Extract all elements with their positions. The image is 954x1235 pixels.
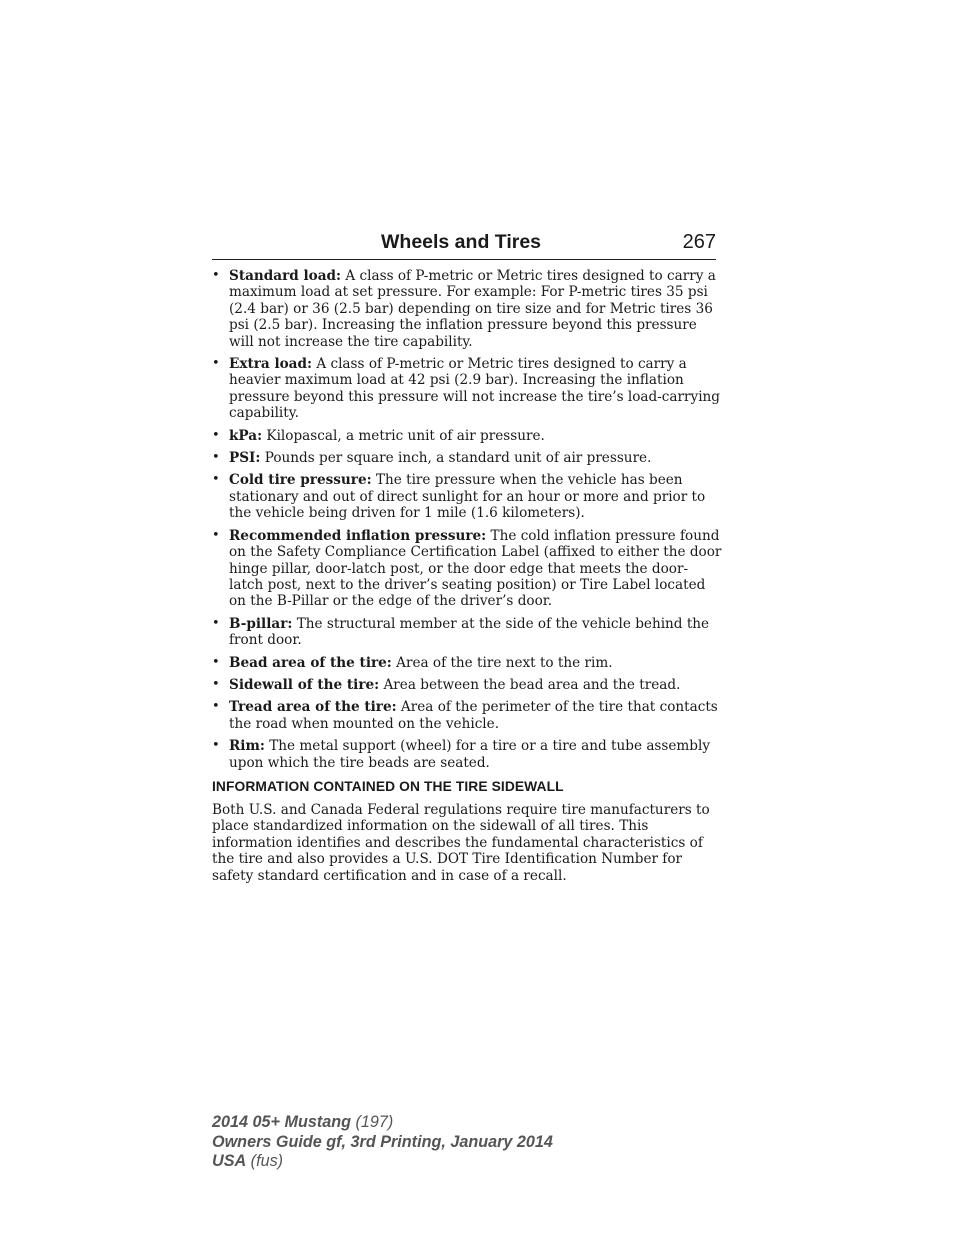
definition-text: A class of P-metric or Metric tires designed to carry a heavier maximum load at 42 psi (2.9 bar). Increasing the inflation pressure beyond this pressure will not increase the tire’s load-carrying capability.	[229, 356, 720, 422]
definition-term: Standard load:	[229, 268, 342, 284]
footer-line-market	[212, 1152, 553, 1172]
definition-term: Recommended inflation pressure:	[229, 527, 487, 544]
definition-text: Kilopascal, a metric unit of air pressure.	[262, 427, 545, 444]
definition-item	[212, 738, 722, 771]
definition-item	[212, 268, 722, 350]
definition-item	[212, 677, 722, 693]
definition-text: Area of the tire next to the rim.	[391, 654, 613, 671]
definition-item	[212, 699, 722, 732]
definition-term: Sidewall of the tire:	[229, 676, 380, 693]
bullet-marker: •	[212, 472, 220, 488]
definition-text: A class of P-metric or Metric tires designed to carry a maximum load at set pressure. For example: For P-metric tires 35 psi (2.4 bar) or 36 (2.5 bar) depending on tire size and for Metric tires 36 psi (2.5 bar). Increasing the inflation pressure beyond this pressure will not increase the tire capability.	[229, 268, 716, 350]
definition-term: kPa:	[229, 427, 263, 444]
definition-term: B-pillar:	[229, 615, 293, 632]
bullet-marker: •	[212, 699, 220, 715]
definition-term: PSI:	[229, 450, 261, 467]
definition-term: Cold tire pressure:	[229, 472, 372, 489]
bullet-marker: •	[212, 427, 220, 443]
definition-text: The tire pressure when the vehicle has been stationary and out of direct sunlight for an hour or more and prior to the vehicle being driven for 1 mile (1.6 kilometers).	[229, 472, 706, 522]
bullet-marker: •	[212, 654, 220, 670]
definition-term: Extra load:	[229, 356, 313, 373]
definition-item	[212, 472, 722, 521]
bullet-marker: •	[212, 738, 220, 754]
bullet-marker: •	[212, 615, 220, 631]
page-content	[212, 268, 722, 884]
definition-item	[212, 428, 722, 444]
bullet-marker: •	[212, 676, 220, 692]
definition-text: The structural member at the side of the vehicle behind the front door.	[229, 615, 710, 649]
bullet-marker: •	[212, 450, 220, 466]
section-title: Wheels and Tires	[381, 231, 542, 253]
footer-line-model	[212, 1113, 553, 1133]
definitions-list	[212, 268, 722, 771]
definition-text: Area between the bead area and the tread.	[379, 676, 681, 693]
definition-text: The metal support (wheel) for a tire or a tire and tube assembly upon which the tire beads are seated.	[229, 738, 711, 771]
definition-term: Rim:	[229, 738, 265, 755]
section-paragraph: Both U.S. and Canada Federal regulations require tire manufacturers to place standardized information on the sidewall of all tires. This information identifies and describes the fundamental characteristics of the tire and also provides a U.S. DOT Tire Identification Number for safety standard certification and in case of a recall.	[212, 801, 710, 884]
footer-model-code: (197)	[351, 1113, 394, 1131]
footer-market-code: (fus)	[246, 1152, 284, 1170]
page-footer	[212, 1113, 553, 1172]
definition-text: Area of the perimeter of the tire that contacts the road when mounted on the vehicle.	[229, 699, 718, 732]
definition-item	[212, 655, 722, 671]
definition-text: Pounds per square inch, a standard unit of air pressure.	[260, 450, 652, 467]
bullet-marker: •	[212, 527, 220, 543]
footer-market: USA	[212, 1152, 247, 1170]
definition-text: The cold inflation pressure found on the Safety Compliance Certification Label (affixed to either the door hinge pillar, door-latch post, or the door edge that meets the door-latch post, next to the driver’s seating position) or Tire Label located on the B-Pillar or the edge of the driver’s door.	[229, 527, 722, 610]
definition-item	[212, 528, 722, 610]
footer-line-guide: Owners Guide gf, 3rd Printing, January 2014	[212, 1132, 553, 1151]
definition-item	[212, 450, 722, 466]
definition-item	[212, 356, 722, 422]
footer-model: 2014 05+ Mustang	[212, 1113, 352, 1131]
definition-item	[212, 616, 722, 649]
section-heading: INFORMATION CONTAINED ON THE TIRE SIDEWALL	[212, 778, 564, 794]
bullet-marker: •	[212, 356, 220, 372]
page-header	[212, 229, 716, 260]
definition-term: Bead area of the tire:	[229, 654, 392, 671]
definition-term: Tread area of the tire:	[229, 699, 397, 716]
bullet-marker: •	[212, 268, 220, 283]
page-number: 267	[682, 231, 716, 253]
